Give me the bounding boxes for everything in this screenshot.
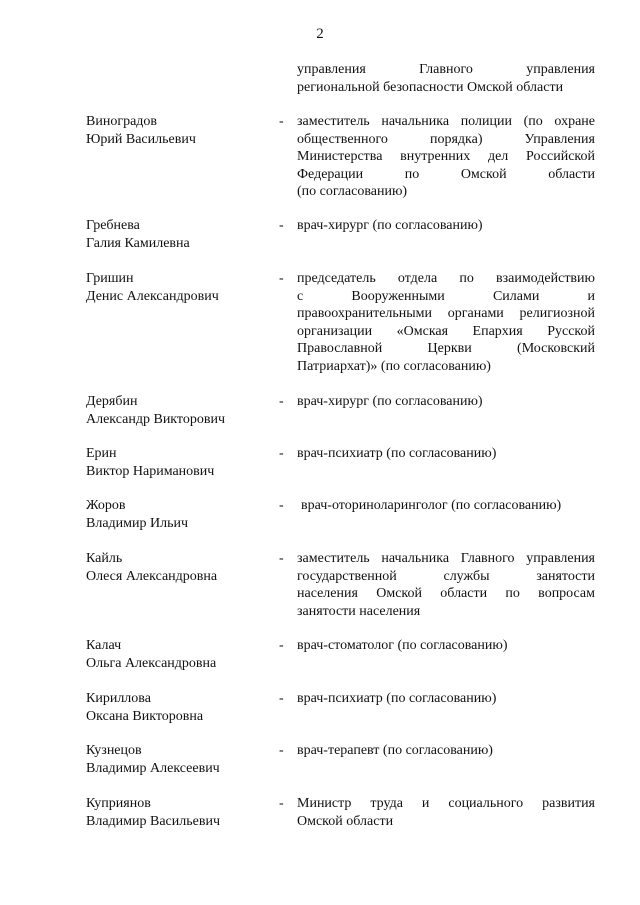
- member-name: [86, 445, 276, 480]
- member-role: [297, 270, 595, 376]
- role-line: управления Главного управления: [297, 62, 595, 77]
- role-line: врач-оториноларинголог (по согласованию): [301, 498, 562, 513]
- member-role: [297, 637, 595, 655]
- role-line: Православной Церкви (Московский: [297, 341, 595, 357]
- member-given-names: Олеся Александровна: [86, 568, 218, 584]
- role-line: врач-стоматолог (по согласованию): [297, 638, 508, 653]
- member-surname: Кузнецов: [86, 743, 142, 758]
- member-name: [86, 550, 276, 585]
- member-surname: Кириллова: [86, 691, 151, 706]
- member-name: [86, 113, 276, 148]
- role-line: врач-хирург (по согласованию): [297, 218, 483, 233]
- member-name: [86, 742, 276, 777]
- member-surname: Калач: [86, 638, 122, 653]
- member-name: [86, 497, 276, 532]
- role-line: правоохранительными органами религиозной: [297, 306, 595, 322]
- role-line: занятости населения: [297, 603, 421, 619]
- role-line: врач-психиатр (по согласованию): [297, 446, 497, 461]
- member-name: [86, 270, 276, 305]
- member-role: [297, 742, 595, 760]
- role-line: врач-психиатр (по согласованию): [297, 691, 497, 706]
- continued-role-text: [297, 61, 595, 96]
- separator-dash: -: [279, 796, 284, 811]
- separator-dash: -: [279, 743, 284, 758]
- member-given-names: Юрий Васильевич: [86, 131, 196, 147]
- member-given-names: Денис Александрович: [86, 288, 219, 304]
- member-surname: Гребнева: [86, 218, 140, 233]
- member-name: [86, 795, 276, 830]
- member-role: [297, 795, 595, 830]
- separator-dash: -: [279, 218, 284, 233]
- member-name: [86, 393, 276, 428]
- member-role: [297, 113, 595, 201]
- member-given-names: Александр Викторович: [86, 411, 226, 427]
- role-line: региональной безопасности Омской области: [297, 79, 564, 95]
- role-line: заместитель начальника полиции (по охране: [297, 114, 595, 129]
- member-given-names: Галия Камилевна: [86, 235, 190, 251]
- role-line: врач-хирург (по согласованию): [297, 394, 483, 409]
- member-role: [297, 393, 595, 411]
- member-surname: Гришин: [86, 271, 134, 286]
- member-given-names: Ольга Александровна: [86, 655, 217, 671]
- role-line: (по согласованию): [297, 184, 408, 200]
- role-line: общественного порядка) Управления: [297, 131, 595, 147]
- role-line: государственной службы занятости: [297, 568, 595, 584]
- member-name: [86, 217, 276, 252]
- member-role: [297, 217, 595, 235]
- separator-dash: -: [279, 394, 284, 409]
- member-name: [86, 637, 276, 672]
- role-line: Омской области: [297, 813, 394, 829]
- separator-dash: -: [279, 446, 284, 461]
- member-given-names: Виктор Нариманович: [86, 463, 215, 479]
- member-role: [297, 445, 595, 463]
- role-line: с Вооруженными Силами и: [297, 288, 595, 304]
- member-given-names: Оксана Викторовна: [86, 708, 204, 724]
- separator-dash: -: [279, 691, 284, 706]
- member-surname: Дерябин: [86, 394, 138, 409]
- member-given-names: Владимир Васильевич: [86, 813, 220, 829]
- member-given-names: Владимир Алексеевич: [86, 760, 220, 776]
- role-line: заместитель начальника Главного управления: [297, 551, 595, 566]
- member-role: [297, 550, 595, 620]
- role-line: населения Омской области по вопросам: [297, 586, 595, 602]
- member-given-names: Владимир Ильич: [86, 515, 189, 531]
- member-surname: Кайль: [86, 551, 123, 566]
- role-line: Федерации по Омской области: [297, 166, 595, 182]
- separator-dash: -: [279, 638, 284, 653]
- member-surname: Жоров: [86, 498, 126, 513]
- member-surname: Ерин: [86, 446, 117, 461]
- role-line: председатель отдела по взаимодействию: [297, 271, 595, 286]
- role-line: Патриархат)» (по согласованию): [297, 358, 491, 374]
- role-line: Министерства внутренних дел Российской: [297, 149, 595, 165]
- member-role: [297, 690, 595, 708]
- separator-dash: -: [279, 114, 284, 129]
- member-surname: Виноградов: [86, 114, 158, 129]
- role-line: Министр труда и социального развития: [297, 796, 595, 811]
- separator-dash: -: [279, 498, 284, 513]
- role-line: организации «Омская Епархия Русской: [297, 323, 595, 339]
- member-role: [301, 497, 599, 515]
- role-line: врач-терапевт (по согласованию): [297, 743, 493, 758]
- separator-dash: -: [279, 551, 284, 566]
- page-number: 2: [316, 26, 324, 42]
- member-name: [86, 690, 276, 725]
- separator-dash: -: [279, 271, 284, 286]
- member-surname: Куприянов: [86, 796, 151, 811]
